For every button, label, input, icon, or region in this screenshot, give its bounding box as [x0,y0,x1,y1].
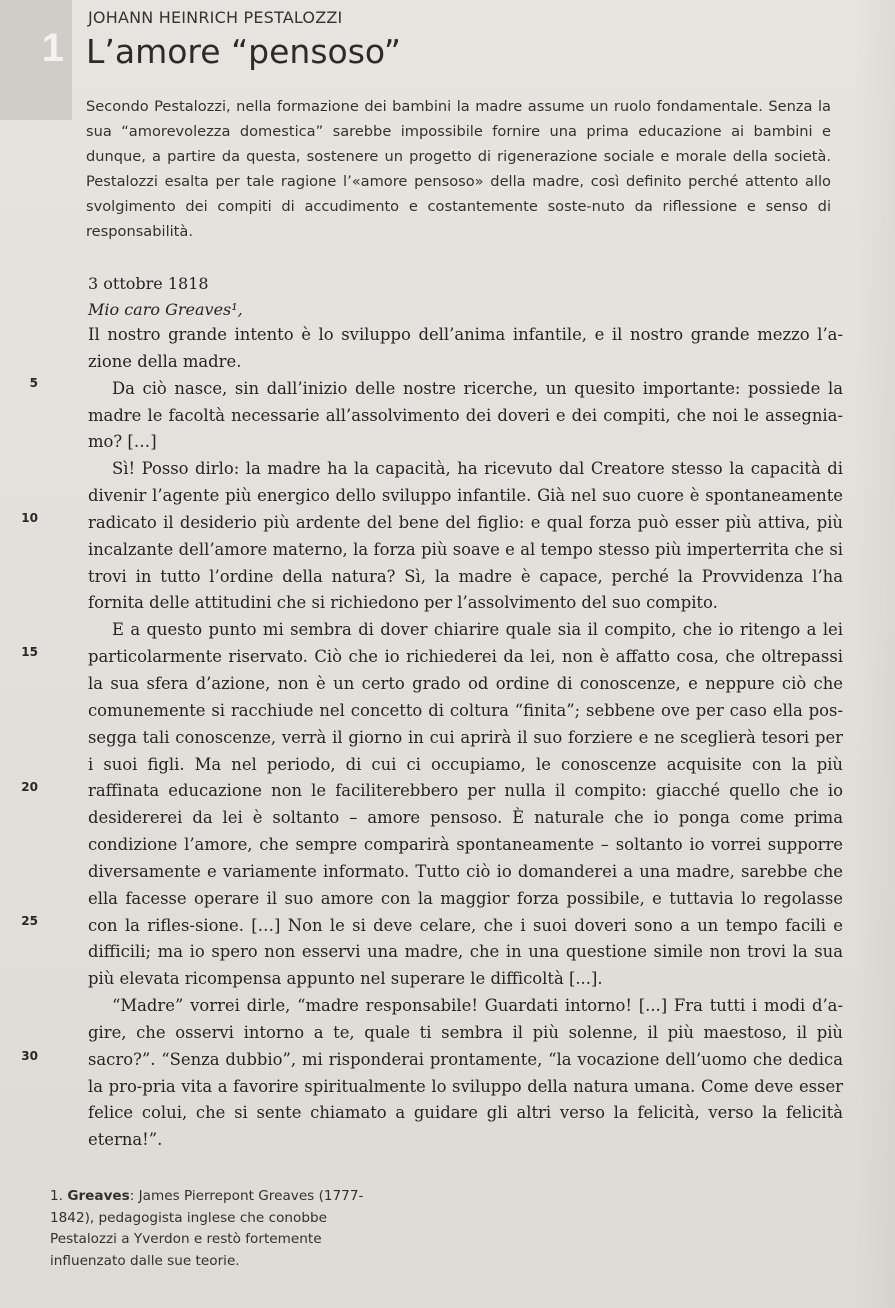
letter-paragraph-1: Il nostro grande intento è lo sviluppo dell’anima infantile, e il nostro grande mezzo l’a-zione della madre. [88,325,843,371]
letter-salutation: Mio caro Greaves¹, [88,300,243,319]
section-tab [0,0,72,120]
line-number-15: 15 [21,645,38,659]
line-number-20: 20 [21,780,38,794]
footnote-text: : James Pierrepont Greaves (1777-1842), pedagogista inglese che conobbe Pestalozzi a Yverdon e restò fortemente influenzato dalle sue teorie. [50,1188,364,1269]
footnote-term: Greaves [67,1188,130,1204]
line-number-10: 10 [21,511,38,525]
intro-paragraph: Secondo Pestalozzi, nella formazione dei bambini la madre assume un ruolo fondamentale. Senza la sua “amorevolezza domestica” sarebbe impossibile fornire una prima educazione ai bambini e dunque, a partire da questa, sostenere un progetto di rigenerazione sociale e morale della società. Pestalozzi esalta per tale ragione l’«amore pensoso» della madre, così definito perché attento allo svolgimento dei compiti di accudimento e costantemente soste-nuto da riflessione e senso di responsabilità. [86,98,831,240]
footnote-marker: 1. [50,1188,63,1204]
line-number-5: 5 [29,376,38,390]
letter-paragraph-5: “Madre” vorrei dirle, “madre responsabile! Guardati intorno! [...] Fra tutti i modi d’a-gire, che osservi intorno a te, quale ti sembra il più solenne, il più maestoso, il più sacro?”. “Senza dubbio”, mi risponderai prontamente, “la vocazione dell’uomo che dedica la pro-pria vita a favorire spiritualmente lo sviluppo della natura umana. Come deve esser felice colui, che si sente chiamato a guidare gli altri verso la felicità, verso la felicità eterna!”. [88,996,843,1150]
letter-paragraph-4: E a questo punto mi sembra di dover chiarire quale sia il compito, che io ritengo a lei particolarmente riservato. Ciò che io richiederei da lei, non è affatto cosa, che oltrepassi la sua sfera d’azione, non è un certo grado od ordine di conoscenze, e neppure ciò che comunemente si racchiude nel concetto di coltura “finita”; sebbene ove per caso ella pos-segga tali conoscenze, verrà il giorno in cui aprirà il suo forziere e ne sceglierà tesori per i suoi figli. Ma nel periodo, di cui ci occupiamo, le conoscenze acquisite con la più raffinata educazione non le faciliterebbero per nulla il compito: giacché quello che io desidererei da lei è soltanto – amore pensoso. È naturale che io ponga come prima condizione l’amore, che sempre comparirà spontaneamente – soltanto io vorrei supporre diversamente e variamente informato. Tutto ciò io domanderei a una madre, sarebbe che ella facesse operare il suo amore con la maggior forza possibile, e tuttavia lo regolasse con la rifles-sione. […] Non le si deve celare, che i suoi doveri sono a un tempo facili e difficili; ma io spero non esservi una madre, che in una questione simile non trovi la sua più elevata ricompensa appunto nel superare le difficoltà [...]. [88,620,843,989]
author-name: JOHANN HEINRICH PESTALOZZI [88,8,343,27]
letter-body [88,322,843,1154]
letter-paragraph-2: Da ciò nasce, sin dall’inizio delle nostre ricerche, un quesito importante: possiede la madre le facoltà necessarie all’assolvimento dei doveri e dei compiti, che noi le assegnia-mo? […] [88,378,843,452]
letter-date: 3 ottobre 1818 [88,274,209,293]
line-number-30: 30 [21,1049,38,1063]
page-edge-shadow [855,0,895,1308]
footnote [50,1186,370,1272]
page-title: L’amore “pensoso” [86,32,402,71]
letter-paragraph-3: Sì! Posso dirlo: la madre ha la capacità, ha ricevuto dal Creatore stesso la capacità di divenir l’agente più energico dello sviluppo infantile. Già nel suo cuore è spontaneamente radicato il desiderio più ardente del bene del figlio: e qual forza può esser più attiva, più incalzante dell’amore materno, la forza più soave e al tempo stesso più imperterrita che si trovi in tutto l’ordine della natura? Sì, la madre è capace, perché la Provvidenza l’ha fornita delle attitudini che si richiedono per l’assolvimento del suo compito. [88,459,843,613]
line-number-25: 25 [21,914,38,928]
section-number: 1 [41,26,64,70]
